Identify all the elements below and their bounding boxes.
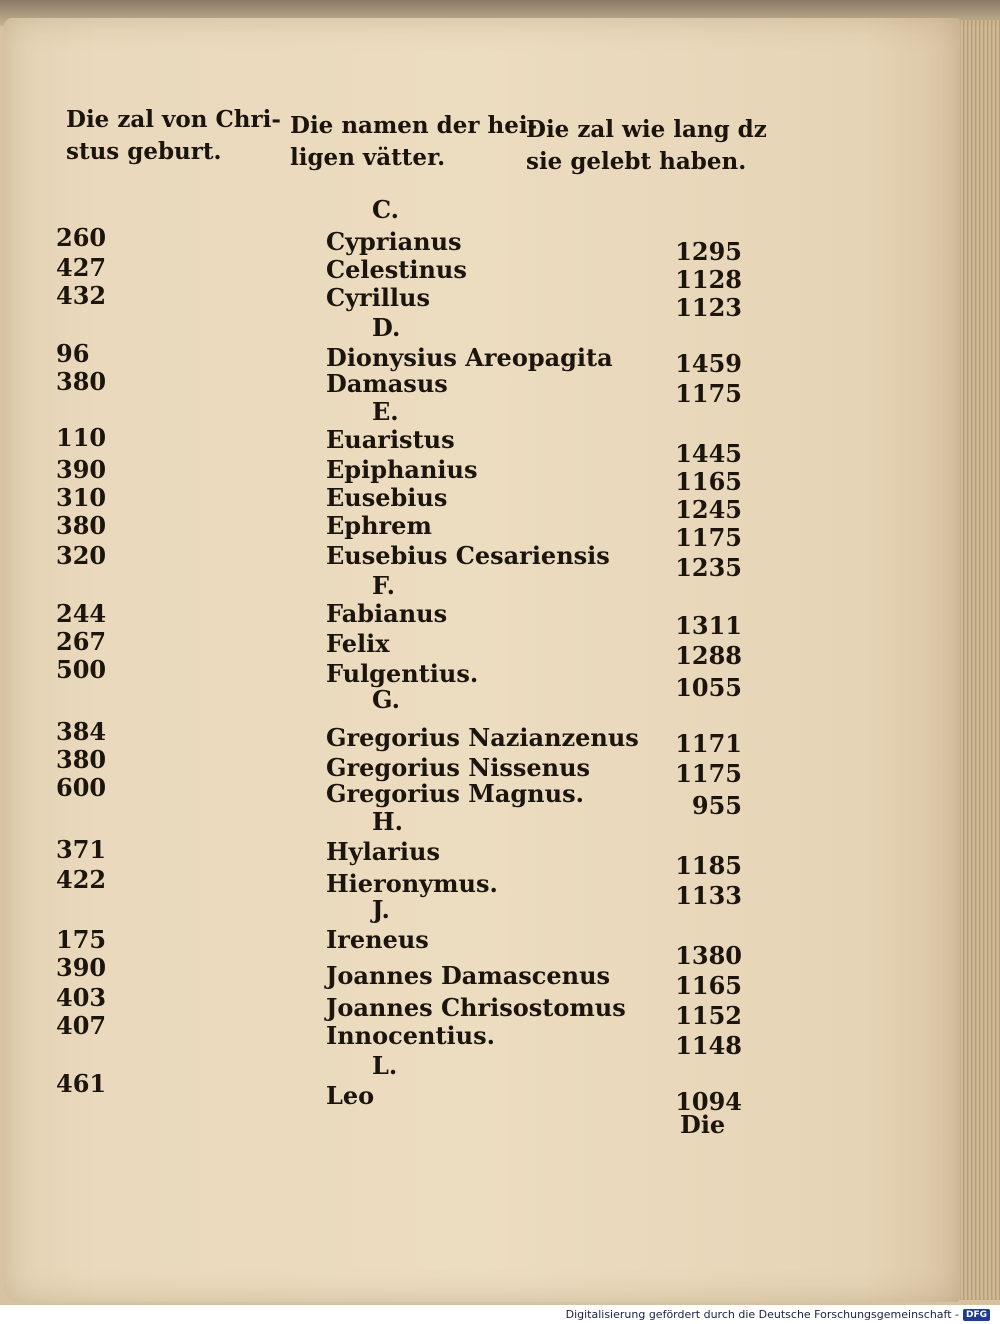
year-cell: 260 <box>56 223 107 252</box>
name-cell: Hylarius <box>326 837 441 866</box>
year-cell: 371 <box>56 835 107 864</box>
year-cell: 500 <box>56 655 107 684</box>
name-cell: Joannes Chrisostomus <box>326 993 626 1022</box>
name-cell: Gregorius Nissenus <box>326 753 591 782</box>
number-cell: 1311 <box>675 611 742 640</box>
header-fathers-names <box>290 110 538 174</box>
year-cell: 600 <box>56 773 107 802</box>
name-cell: Gregorius Nazianzenus <box>326 723 639 752</box>
header-line: Die zal von Chri- <box>66 106 281 133</box>
header-years-lived <box>526 114 766 178</box>
page-stack-edge <box>960 20 1000 1300</box>
number-cell: 1165 <box>675 971 742 1000</box>
name-cell: Damasus <box>326 369 448 398</box>
header-line: Die zal wie lang dz <box>526 116 767 143</box>
number-cell: 1288 <box>675 641 742 670</box>
name-cell: Fabianus <box>326 599 448 628</box>
number-cell: 1152 <box>675 1001 742 1030</box>
book-page <box>4 18 960 1302</box>
section-letter: D. <box>372 313 401 342</box>
number-cell: 955 <box>691 791 742 820</box>
year-cell: 175 <box>56 925 107 954</box>
name-cell: Joannes Damascenus <box>326 961 611 990</box>
number-cell: 1055 <box>675 673 742 702</box>
year-cell: 422 <box>56 865 107 894</box>
year-cell: 380 <box>56 745 107 774</box>
name-cell: Eusebius Cesariensis <box>326 541 610 570</box>
name-cell: Fulgentius. <box>326 659 479 688</box>
year-cell: 384 <box>56 717 107 746</box>
name-cell: Ephrem <box>326 511 432 540</box>
number-cell: 1295 <box>675 237 742 266</box>
year-cell: 432 <box>56 281 107 310</box>
year-cell: 244 <box>56 599 107 628</box>
name-cell: Cyprianus <box>326 227 462 256</box>
section-letter: E. <box>372 397 399 426</box>
number-cell: 1380 <box>675 941 742 970</box>
number-cell: 1133 <box>675 881 742 910</box>
number-cell: 1445 <box>675 439 742 468</box>
footer-bar <box>0 1305 1000 1324</box>
number-cell: 1175 <box>675 523 742 552</box>
name-cell: Leo <box>326 1081 375 1110</box>
dfg-logo: DFG <box>963 1309 990 1321</box>
number-cell: 1094 <box>675 1087 742 1116</box>
number-cell: 1123 <box>675 293 742 322</box>
name-cell: Euaristus <box>326 425 455 454</box>
section-letter: H. <box>372 807 404 836</box>
name-cell: Ireneus <box>326 925 429 954</box>
name-cell: Felix <box>326 629 390 658</box>
year-cell: 390 <box>56 455 107 484</box>
section-letter: G. <box>372 685 400 714</box>
number-cell: 1235 <box>675 553 742 582</box>
section-letter: F. <box>372 571 395 600</box>
number-cell: 1171 <box>675 729 742 758</box>
number-cell: 1245 <box>675 495 742 524</box>
name-cell: Gregorius Magnus. <box>326 779 584 808</box>
section-letter: L. <box>372 1051 398 1080</box>
year-cell: 310 <box>56 483 107 512</box>
header-line: Die namen der hei- <box>290 112 538 139</box>
year-cell: 403 <box>56 983 107 1012</box>
number-cell: 1175 <box>675 759 742 788</box>
number-cell: 1185 <box>675 851 742 880</box>
name-cell: Eusebius <box>326 483 448 512</box>
year-cell: 380 <box>56 367 107 396</box>
year-cell: 320 <box>56 541 107 570</box>
name-cell: Hieronymus. <box>326 869 498 898</box>
number-cell: 1175 <box>675 379 742 408</box>
year-cell: 380 <box>56 511 107 540</box>
number-cell: 1128 <box>675 265 742 294</box>
number-cell: 1459 <box>675 349 742 378</box>
year-cell: 407 <box>56 1011 107 1040</box>
header-line: ligen vätter. <box>290 144 446 171</box>
number-cell: 1148 <box>675 1031 742 1060</box>
catchword: Die <box>680 1110 726 1139</box>
year-cell: 267 <box>56 627 107 656</box>
year-cell: 96 <box>56 339 90 368</box>
year-cell: 390 <box>56 953 107 982</box>
year-cell: 110 <box>56 423 107 452</box>
name-cell: Innocentius. <box>326 1021 495 1050</box>
number-cell: 1165 <box>675 467 742 496</box>
header-line: stus geburt. <box>66 138 222 165</box>
name-cell: Celestinus <box>326 255 467 284</box>
year-cell: 461 <box>56 1069 107 1098</box>
header-line: sie gelebt haben. <box>526 148 747 175</box>
name-cell: Cyrillus <box>326 283 431 312</box>
year-cell: 427 <box>56 253 107 282</box>
name-cell: Epiphanius <box>326 455 478 484</box>
section-letter: J. <box>372 895 390 924</box>
name-cell: Dionysius Areopagita <box>326 343 613 372</box>
funding-note: Digitalisierung gefördert durch die Deutsche Forschungsgemeinschaft - <box>565 1308 959 1321</box>
header-year-of-birth <box>66 104 291 168</box>
section-letter: C. <box>372 195 400 224</box>
